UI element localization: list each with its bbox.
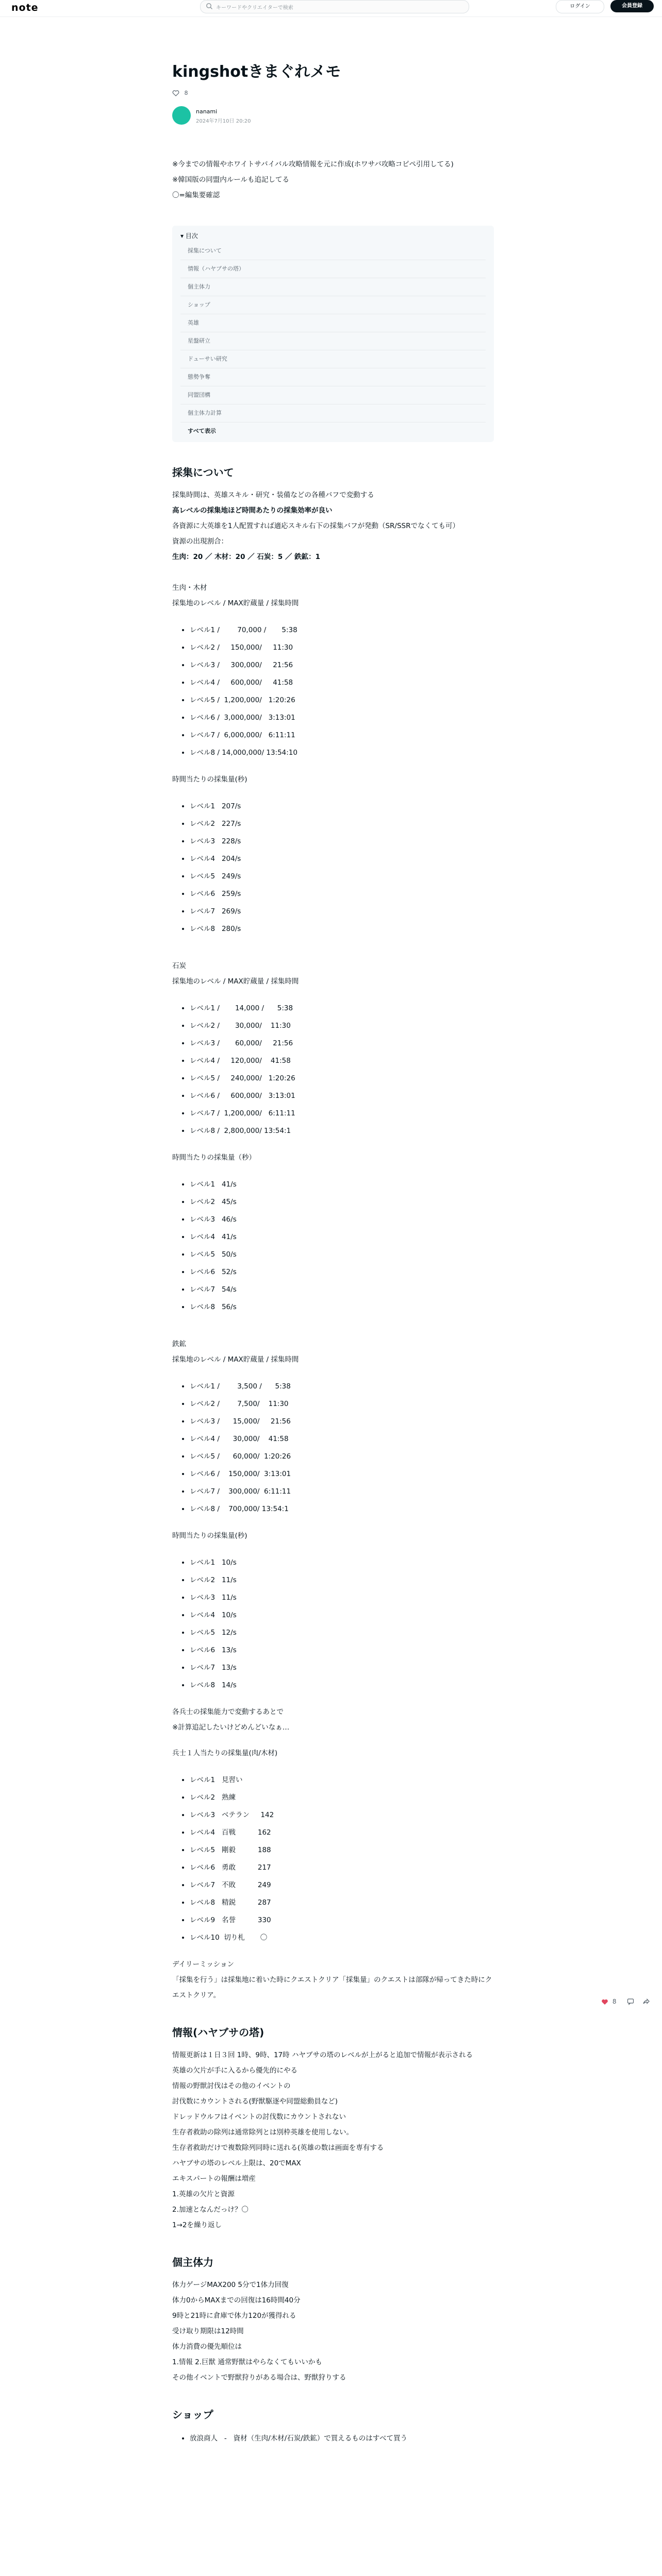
- like-number: 8: [184, 90, 188, 96]
- toc-item[interactable]: 態勢争奪: [180, 368, 486, 386]
- list-item: • レベル1 / 14,000 / 5:38: [190, 999, 494, 1017]
- paragraph: 討伐数にカウントされる(野獣駆逐や同盟総動員など): [172, 2097, 338, 2106]
- paragraph: 情報の野獣討伐はその他のイベントの: [172, 2082, 291, 2090]
- paragraph: 採集地のレベル / MAX貯蔵量 / 採集時間: [172, 1355, 299, 1364]
- list-item: • レベル1 / 70,000 / 5:38: [190, 621, 494, 639]
- paragraph: 9時と21時に倉庫で体力120が獲得れる: [172, 2312, 296, 2320]
- comment-button[interactable]: [627, 1998, 634, 2007]
- intro-text: [172, 157, 494, 203]
- list-item: • レベル4 10/s: [190, 1606, 494, 1624]
- article: [172, 62, 494, 2458]
- paragraph: 1.英雄の欠片と資源: [172, 2190, 235, 2198]
- iron-rate-list: [172, 1554, 494, 1694]
- section-heading: 個主体力: [172, 2256, 213, 2268]
- list-item: • レベル3 / 300,000/ 21:56: [190, 656, 494, 674]
- list-item: • レベル6 勇敢 217: [190, 1859, 494, 1876]
- paragraph: 鉄鉱: [172, 1340, 186, 1348]
- paragraph: 時間当たりの採集量（秒）: [172, 1154, 256, 1162]
- intro-line: 〇=編集要確認: [172, 191, 220, 199]
- article-title: kingshotきまぐれメモ: [172, 63, 341, 81]
- paragraph: 各資源に大英雄を1人配置すれば適応スキル右下の採集バフが発動（SR/SSRでなくても可）: [172, 522, 459, 530]
- paragraph: 採集地のレベル / MAX貯蔵量 / 採集時間: [172, 599, 299, 607]
- paragraph: 生存者救助だけで複数除列同時に送れる(英雄の数は画面を専有する: [172, 2144, 384, 2152]
- section-heading: 採集について: [172, 466, 234, 479]
- list-item: • レベル3 / 60,000/ 21:56: [190, 1035, 494, 1052]
- list-item: • レベル5 249/s: [190, 868, 494, 885]
- search-placeholder: キーワードやクリエイターで検索: [216, 5, 293, 11]
- list-item: • レベル3 228/s: [190, 833, 494, 850]
- list-item: • レベル9 名誉 330: [190, 1911, 494, 1929]
- paragraph: その他イベントで野獣狩りがある場合は、野獣狩りする: [172, 2374, 346, 2382]
- paragraph: 生肉・木材: [172, 584, 207, 592]
- list-item: • レベル4 41/s: [190, 1228, 494, 1246]
- list-item: • レベル8 / 14,000,000/ 13:54:10: [190, 744, 494, 761]
- like-count[interactable]: [172, 90, 494, 99]
- search-icon: [206, 3, 213, 10]
- list-item: • レベル5 / 60,000/ 1:20:26: [190, 1448, 494, 1465]
- list-item: • レベル6 / 600,000/ 3:13:01: [190, 1087, 494, 1105]
- list-item: • レベル5 / 240,000/ 1:20:26: [190, 1070, 494, 1087]
- list-item: • レベル10 切り札 〇: [190, 1929, 494, 1946]
- floating-actions: [601, 1998, 653, 2010]
- paragraph: 体力消費の優先順位は: [172, 2343, 242, 2351]
- paragraph: エキスパートの報酬は増産: [172, 2175, 256, 2183]
- coal-rate-list: [172, 1176, 494, 1316]
- list-item: • レベル2 45/s: [190, 1193, 494, 1211]
- paragraph: 英雄の欠片が手に入るから優先的にやる: [172, 2066, 297, 2075]
- site-header: [0, 0, 662, 17]
- list-item: • レベル2 / 7,500/ 11:30: [190, 1395, 494, 1413]
- heart-icon: [601, 1998, 608, 2006]
- list-item: • レベル8 280/s: [190, 920, 494, 938]
- list-item: • レベル8 / 2,800,000/ 13:54:1: [190, 1122, 494, 1140]
- toc-item[interactable]: 同盟団構: [180, 386, 486, 404]
- toc-item[interactable]: 採集について: [180, 242, 486, 260]
- paragraph: 情報更新は１日３回 1時、9時、17時 ハヤブサの塔のレベルが上がると追加で情報が表示される: [172, 2051, 473, 2059]
- list-item: • レベル8 14/s: [190, 1676, 494, 1694]
- list-item: • レベル3 / 15,000/ 21:56: [190, 1413, 494, 1430]
- toc-item[interactable]: ショップ: [180, 296, 486, 314]
- paragraph: デイリーミッション: [172, 1960, 235, 1969]
- search-input[interactable]: [200, 0, 469, 13]
- paragraph: ハヤブサの塔のレベル上限は、20でMAX: [172, 2159, 301, 2167]
- list-item: • レベル5 / 1,200,000/ 1:20:26: [190, 691, 494, 709]
- list-item: • レベル1 10/s: [190, 1554, 494, 1571]
- toc-item[interactable]: 個主体力: [180, 278, 486, 296]
- list-item: • レベル8 56/s: [190, 1298, 494, 1316]
- list-item: • レベル2 227/s: [190, 815, 494, 833]
- list-item: • レベル5 12/s: [190, 1624, 494, 1641]
- list-item: • レベル2 / 30,000/ 11:30: [190, 1017, 494, 1035]
- paragraph: 「採集を行う」は採集地に着いた時にクエストクリア「採集量」のクエストは部隊が帰ってきた時にクエストクリア。: [172, 1976, 492, 1999]
- list-item: • レベル3 ベテラン 142: [190, 1806, 494, 1824]
- like-button[interactable]: [601, 1998, 616, 2006]
- section-heading: ショップ: [172, 2409, 213, 2421]
- list-item: • レベル5 50/s: [190, 1246, 494, 1263]
- meat-list: [172, 621, 494, 761]
- list-item: • レベル7 54/s: [190, 1281, 494, 1298]
- list-item: • レベル4 / 120,000/ 41:58: [190, 1052, 494, 1070]
- list-item: • レベル8 精鋭 287: [190, 1894, 494, 1911]
- heart-icon: [172, 90, 179, 97]
- list-item: • レベル7 不敗 249: [190, 1876, 494, 1894]
- share-button[interactable]: [642, 1998, 650, 2007]
- share-icon: [642, 1998, 650, 2005]
- iron-list: [172, 1378, 494, 1518]
- list-item: • レベル8 / 700,000/ 13:54:1: [190, 1500, 494, 1518]
- note-logo[interactable]: note: [11, 2, 39, 13]
- paragraph: 受け取り期限は12時間: [172, 2327, 244, 2335]
- toc-item[interactable]: 英雄: [180, 314, 486, 332]
- paragraph: ドレッドウルフはイベントの討伐数にカウントされない: [172, 2113, 346, 2121]
- list-item: • レベル1 見習い: [190, 1771, 494, 1789]
- coal-list: [172, 999, 494, 1140]
- section-heading: 情報(ハヤブサの塔): [172, 2026, 264, 2039]
- publish-date: 2024年7月10日 20:20: [196, 118, 251, 124]
- list-item: • レベル3 11/s: [190, 1589, 494, 1606]
- list-item: • レベル7 269/s: [190, 903, 494, 920]
- list-item: • レベル1 / 3,500 / 5:38: [190, 1378, 494, 1395]
- paragraph: 各兵士の採集能力で変動するあとで: [172, 1708, 284, 1716]
- paragraph: 兵士１人当たりの採集量(肉/木材): [172, 1749, 278, 1757]
- list-item: • レベル3 46/s: [190, 1211, 494, 1228]
- paragraph: 資源の出現割合：: [172, 537, 228, 546]
- toc-item[interactable]: 情報（ハヤブサの塔）: [180, 260, 486, 278]
- paragraph: 1→2を繰り返し: [172, 2221, 222, 2229]
- list-item: • レベル7 / 1,200,000/ 6:11:11: [190, 1105, 494, 1122]
- list-item: • レベル4 / 30,000/ 41:58: [190, 1430, 494, 1448]
- paragraph: 時間当たりの採集量(秒): [172, 1532, 247, 1540]
- list-item: • レベル6 / 3,000,000/ 3:13:01: [190, 709, 494, 726]
- soldier-list: [172, 1771, 494, 1946]
- paragraph: 採集地のレベル / MAX貯蔵量 / 採集時間: [172, 977, 299, 986]
- meat-rate-list: [172, 798, 494, 938]
- intro-line: ※今までの情報やホワイトサバイバル攻略情報を元に作成(ホワサバ攻略コピペ引用してる): [172, 160, 454, 168]
- list-item: • レベル6 52/s: [190, 1263, 494, 1281]
- list-item: • レベル2 熟練: [190, 1789, 494, 1806]
- paragraph: 2.加速となんだっけ？〇: [172, 2206, 249, 2214]
- list-item: • レベル6 13/s: [190, 1641, 494, 1659]
- toc-heading[interactable]: ▾ 目次: [180, 232, 198, 240]
- paragraph: 時間当たりの採集量(秒): [172, 775, 247, 784]
- paragraph: 採集時間は、英雄スキル・研究・装備などの各種バフで変動する: [172, 491, 374, 499]
- list-item: • レベル7 13/s: [190, 1659, 494, 1676]
- list-item: • レベル6 259/s: [190, 885, 494, 903]
- shop-list: [172, 2430, 494, 2447]
- paragraph: 生肉：20 ／ 木材：20 ／ 石炭：5 ／ 鉄鉱：1: [172, 553, 321, 561]
- toc-item[interactable]: ドューサい研究: [180, 350, 486, 368]
- author-block[interactable]: [172, 105, 494, 126]
- paragraph: ※計算追記したいけどめんどいなぁ…: [172, 1723, 290, 1732]
- intro-line: ※韓国版の同盟内ルールも追記してる: [172, 176, 290, 184]
- paragraph: 高レベルの採集地ほど時間あたりの採集効率が良い: [172, 506, 333, 515]
- paragraph: 1.情報 2.巨獣 通常野獣はやらなくてもいいかも: [172, 2358, 322, 2366]
- list-item: • レベル4 204/s: [190, 850, 494, 868]
- list-item: • レベル1 207/s: [190, 798, 494, 815]
- list-item: • レベル1 41/s: [190, 1176, 494, 1193]
- toc-item[interactable]: 個主体力計算: [180, 404, 486, 422]
- list-item: • レベル2 / 150,000/ 11:30: [190, 639, 494, 656]
- author-name[interactable]: nanami: [196, 108, 218, 115]
- list-item: • レベル4 百戦 162: [190, 1824, 494, 1841]
- table-of-contents: [172, 226, 494, 442]
- paragraph: 石炭: [172, 962, 186, 970]
- list-item: • レベル2 11/s: [190, 1571, 494, 1589]
- list-item: • 放浪商人 - 資材（生肉/木材/石炭/鉄鉱）で買えるものはすべて買う: [190, 2430, 494, 2447]
- list-item: • レベル5 剛毅 188: [190, 1841, 494, 1859]
- like-number: 8: [612, 1998, 617, 2005]
- list-item: • レベル7 / 6,000,000/ 6:11:11: [190, 726, 494, 744]
- comment-icon: [627, 1998, 634, 2005]
- toc-item[interactable]: 星盤研立: [180, 332, 486, 350]
- paragraph: 体力0からMAXまでの回復は16時間40分: [172, 2296, 301, 2304]
- avatar[interactable]: [172, 106, 191, 125]
- list-item: • レベル7 / 300,000/ 6:11:11: [190, 1483, 494, 1500]
- login-button[interactable]: ログイン: [556, 0, 604, 13]
- toc-show-all-button[interactable]: すべて表示: [188, 428, 216, 434]
- list-item: • レベル6 / 150,000/ 3:13:01: [190, 1465, 494, 1483]
- list-item: • レベル4 / 600,000/ 41:58: [190, 674, 494, 691]
- paragraph: 生存者救助の除列は通常除列とは別枠英雄を使用しない。: [172, 2128, 353, 2137]
- paragraph: 体力ゲージMAX200 5分で1体力回復: [172, 2281, 289, 2289]
- signup-button[interactable]: 会員登録: [610, 0, 654, 12]
